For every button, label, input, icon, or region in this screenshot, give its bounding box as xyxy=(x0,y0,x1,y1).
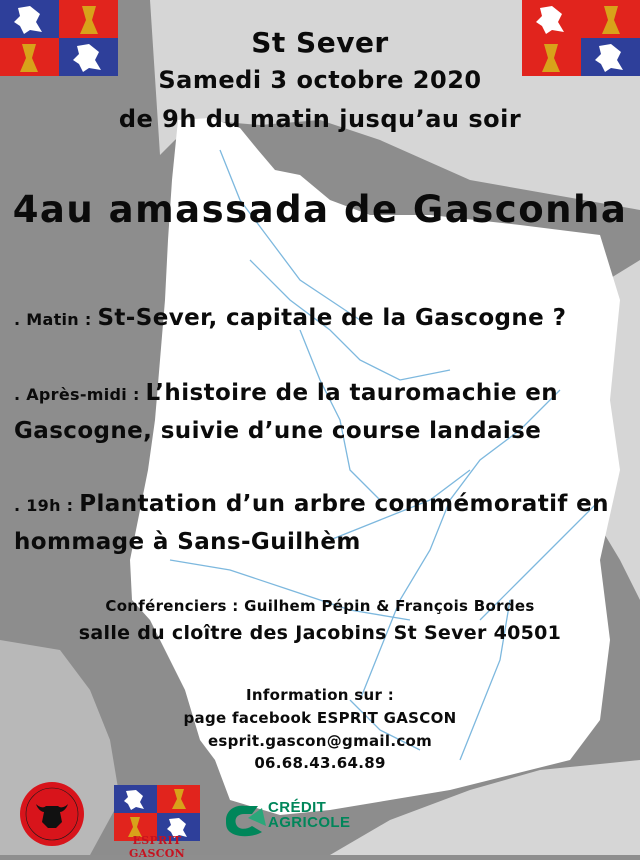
credit-agricole-line1: CRÉDIT xyxy=(268,799,327,816)
program-text: St-Sever, capitale de la Gascogne ? xyxy=(97,305,567,331)
program-prefix: . 19h : xyxy=(14,496,80,515)
info-heading: Information sur : xyxy=(245,686,395,704)
bull-club-logo xyxy=(20,782,84,846)
speakers-line: Conférenciers : Guilhem Pépin & François Bordes xyxy=(105,597,535,615)
event-date: Samedi 3 octobre 2020 xyxy=(158,66,482,94)
venue-line: salle du cloître des Jacobins St Sever 40501 xyxy=(78,622,562,644)
event-hours: de 9h du matin jusqu’au soir xyxy=(118,105,522,133)
town-heading: St Sever xyxy=(251,26,389,59)
facebook-line[interactable]: page facebook ESPRIT GASCON xyxy=(183,709,457,727)
credit-agricole-wordmark xyxy=(268,800,350,830)
program-item-morning xyxy=(14,300,634,338)
program-item-evening xyxy=(14,486,634,560)
program-prefix: . Après-midi : xyxy=(14,385,146,404)
program-text: Plantation d’un arbre commémoratif en hommage à Sans-Guilhèm xyxy=(14,491,609,555)
program-text: L’histoire de la tauromachie en Gascogne, suivie d’une course landaise xyxy=(14,380,559,444)
esprit-gascon-caption: ESPRIT GASCON xyxy=(128,834,186,860)
phone-line: 06.68.43.64.89 xyxy=(254,754,386,772)
program-item-afternoon xyxy=(14,375,634,449)
program-prefix: . Matin : xyxy=(14,310,98,329)
event-title: 4au amassada de Gasconha xyxy=(12,188,628,231)
email-link[interactable]: esprit.gascon@gmail.com xyxy=(207,732,433,750)
credit-agricole-line2: AGRICOLE xyxy=(268,814,351,831)
